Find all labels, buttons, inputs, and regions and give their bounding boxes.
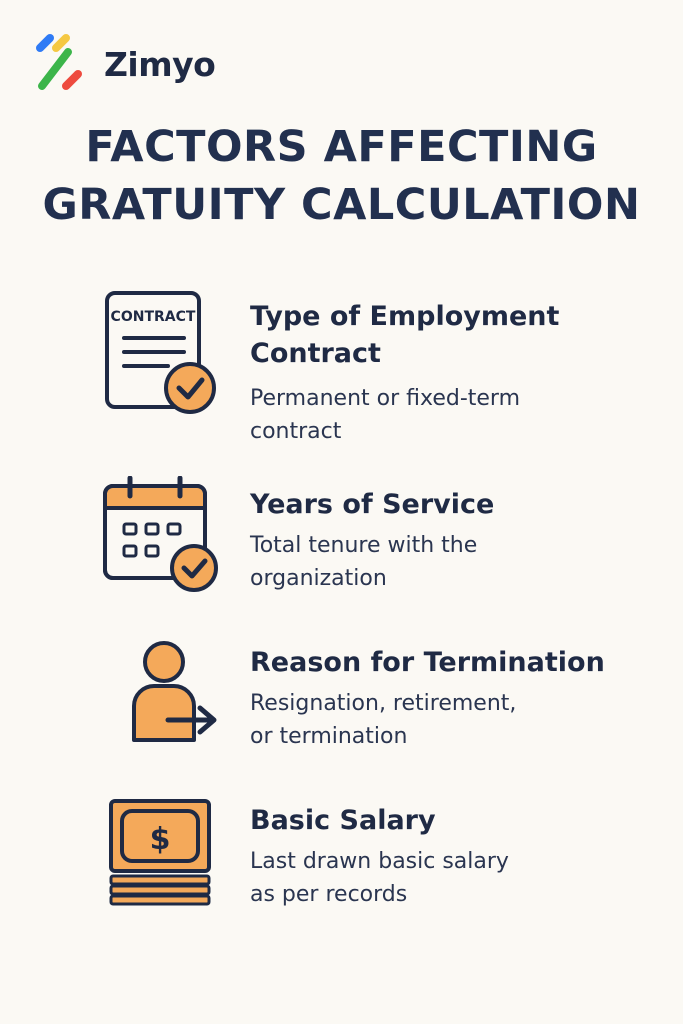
brand bbox=[30, 34, 215, 94]
factor-heading: Type of Employment Contract bbox=[250, 301, 560, 369]
title-line-2: GRATUITY CALCULATION bbox=[42, 180, 641, 230]
title-line-1: FACTORS AFFECTING bbox=[85, 122, 598, 172]
calendar-check-icon bbox=[102, 476, 220, 594]
money-stack-icon bbox=[108, 798, 214, 908]
brand-name: Zimyo bbox=[104, 44, 216, 84]
factor-description: Last drawn basic salary as per records bbox=[250, 849, 509, 907]
factor-description: Total tenure with the organization bbox=[250, 533, 478, 591]
page-title bbox=[0, 118, 683, 234]
factor-heading: Reason for Termination bbox=[250, 647, 605, 678]
person-exit-icon bbox=[130, 640, 222, 746]
zimyo-logo-icon bbox=[30, 34, 88, 94]
factor-description: Permanent or fixed-term contract bbox=[250, 386, 521, 444]
contract-document-icon bbox=[104, 290, 220, 420]
factor-heading: Years of Service bbox=[250, 489, 495, 520]
factor-description: Resignation, retirement, or termination bbox=[250, 691, 517, 749]
contract-icon-label: CONTRACT bbox=[110, 309, 196, 325]
svg-text:$: $ bbox=[149, 822, 171, 857]
factor-heading: Basic Salary bbox=[250, 805, 436, 836]
